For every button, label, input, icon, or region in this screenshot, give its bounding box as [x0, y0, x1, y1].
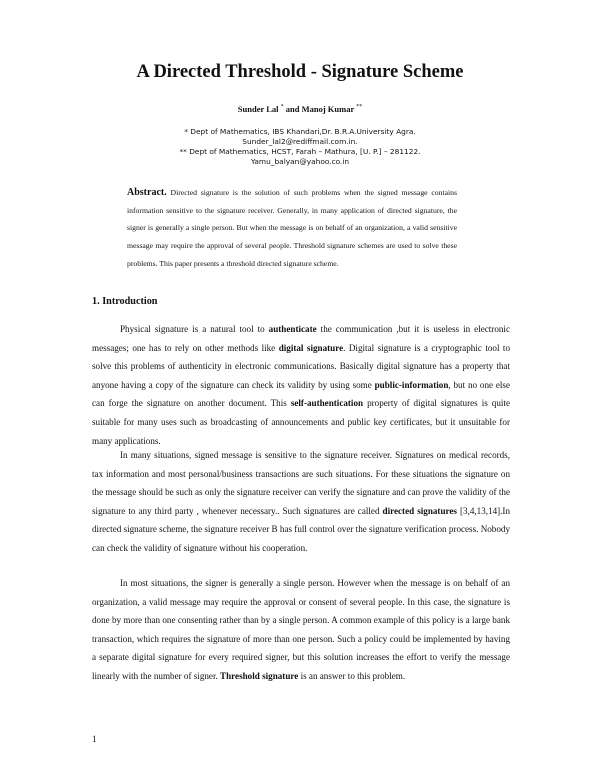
page-number: 1 [92, 734, 97, 744]
text-run: is an answer to this problem. [298, 670, 406, 681]
abstract-text: Directed signature is the solution of such problems when the signed message contains information sensitive to the signature receiver. Generally, in many application of directed signature, the signer is generally a single person. But when the message is on behalf of an organization, a valid sensitive message may require the approval of several people. Threshold signature schemes are used to solve these problems. This paper presents a threshold directed signature scheme. [127, 188, 457, 268]
affiliation-mark: ** [356, 104, 363, 111]
author-line [0, 104, 600, 114]
paragraph [92, 320, 510, 450]
bold-term: directed signatures [382, 505, 457, 516]
section-heading: 1. Introduction [92, 296, 158, 307]
author-email: Sunder_lal2@rediffmail.com.in. [242, 137, 358, 146]
text-run: , but no one else can forge the signature on another document. This [92, 379, 510, 409]
text-run: . Digital signature is a cryptographic tool to solve this problems of authenticity in electronic communications. Basically digital signature has a property that anyone having a copy of the signature can check its validity by using some [92, 342, 511, 390]
bold-term: digital signature [278, 342, 344, 353]
bold-term: Threshold signature [220, 670, 299, 681]
abstract-label: Abstract. [127, 187, 167, 198]
paper-title: A Directed Threshold - Signature Scheme [136, 62, 464, 82]
bold-term: self-authentication [290, 398, 364, 409]
bold-term: public-information [374, 379, 449, 390]
affiliation-line: ** Dept of Mathematics, HCST, Farah – Mathura, [U. P.] – 281122. [179, 147, 421, 156]
affiliation-line: * Dept of Mathematics, IBS Khandari,Dr. B.R.A.University Agra. [184, 127, 416, 136]
text-run: In many situations, signed message is sensitive to the signature receiver. Signatures on medical records, tax information and most personal/business transactions are such situations. For these situations the signature on the message should be such as only the signature receiver can verify the signature and can prove the validity of the signature to any third party , whenever necessary.. Such signatures are called [92, 450, 510, 516]
author-name: Manoj Kumar [301, 104, 355, 114]
abstract [127, 184, 457, 273]
text-run: the communication ,but it is useless in electronic messages; one has to rely on other methods like [92, 324, 510, 353]
text-run: [3,4,13,14].In directed signature scheme, the signature receiver B has full control over the signature verification process. Nobody can check the validity of signature without his cooperation. [92, 505, 511, 553]
author-conjunction: and [285, 104, 300, 114]
text-run: In most situations, the signer is generally a single person. However when the message is on behalf of an organization, a valid message may require the approval or consent of several people. In this case, the signature is done by more than one consenting rather than by a single person. A common example of this policy is a large bank transaction, which requires the signature of more than one person. Such a policy could be implemented by having a separate digital signature for every required signer, but this solution increases the effort to verify the message linearly with the number of signer. [92, 578, 510, 681]
text-run: Physical signature is a natural tool to [120, 324, 269, 334]
paragraph [92, 574, 510, 686]
paragraph [92, 446, 510, 558]
author-email: Yamu_balyan@yahoo.co.in [250, 157, 350, 166]
bold-term: authenticate [268, 324, 317, 334]
author-name: Sunder Lal [237, 104, 279, 114]
affiliation-mark: * [280, 104, 284, 111]
text-run: property of digital signatures is quite suitable for many uses such as broadcasting of announcements and public key certificates, but it unsuitable for many applications. [92, 398, 510, 446]
